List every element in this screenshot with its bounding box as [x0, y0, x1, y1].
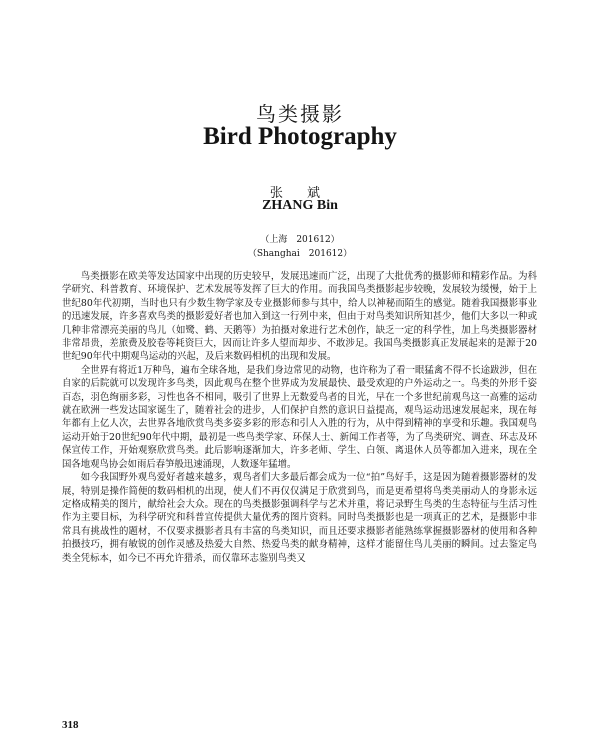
- article-title-english: Bird Photography: [203, 123, 397, 150]
- article-title-chinese: 鸟类摄影: [256, 102, 344, 126]
- affiliation-english: （Shanghai 201612）: [247, 249, 353, 259]
- author-name-english: ZHANG Bin: [262, 198, 338, 213]
- page-number: 318: [62, 719, 79, 731]
- body-paragraph-1: 鸟类摄影在欧美等发达国家中出现的历史较早，发展迅速而广泛，出现了大批优秀的摄影师和精彩作品。为科学研究、科普教育、环境保护、艺术发展等发挥了巨大的作用。而我国鸟类摄影起步较晚，发展较为缓慢，始于上世纪80年代初期，当时也只有少数生物学家及专业摄影师参与其中，给人以神秘而陌生的感觉。随着我国摄影事业的迅速发展，许多喜欢鸟类的摄影爱好者也加入到这一行列中来，但由于对鸟类知识所知甚少，他们大多以一种或几种非常漂亮美丽的鸟儿（如鹭、鹤、天鹅等）为拍摄对象进行艺术创作，缺乏一定的科学性，加上鸟类摄影器材非常昂贵，差旅费及胶卷等耗资巨大，因而让许多人望而却步、不敢涉足。我国鸟类摄影真正发展起来的是源于20世纪90年代中期观鸟运动的兴起，及后来数码相机的出现和发展。: [62, 271, 537, 363]
- body-paragraph-3: 如今我国野外观鸟爱好者越来越多，观鸟者们大多最后都会成为一位“拍”鸟好手，这是因为随着摄影器材的发展，特别是操作简便的数码相机的出现，使人们不再仅仅满足于欣赏到鸟，而是更希望将鸟类美丽动人的身影永远定格成精美的图片，献给社会大众。现在的鸟类摄影强调科学与艺术并重，将记录野生鸟类的生态特征与生活习性作为主要目标，为科学研究和科普宣传提供大量优秀的图片资料。同时鸟类摄影也是一项真正的艺术，是摄影中非常具有挑战性的题材，不仅要求摄影者具有丰富的鸟类知识，而且还要求摄影者能熟练掌握摄影器材的使用和各种拍摄技巧，拥有敏锐的创作灵感及热爱大自然、热爱鸟类的献身精神，这样才能留住鸟儿美丽的瞬间。过去鉴定鸟类全凭标本，如今已不再允许猎杀，而仅靠环志鉴别鸟类又: [62, 472, 537, 564]
- article-body: [62, 270, 537, 565]
- body-paragraph-2: 全世界有将近1万种鸟，遍布全球各地，是我们身边常见的动物，也许称为了看一眼猛禽不得不长途跋涉，但在自家的后院就可以发现许多鸟类，因此观鸟在整个世界成为发展最快、最受欢迎的户外运动之一。鸟类的外形千姿百态，羽色绚丽多彩，习性也各不相同，吸引了世界上无数爱鸟者的目光，早在一个多世纪前观鸟这一高雅的运动就在欧洲一些发达国家诞生了，随着社会的进步，人们保护自然的意识日益提高，观鸟运动迅速发展起来，现在每年都有上亿人次，去世界各地欣赏鸟类多姿多彩的形态和引人入胜的行为，从中得到精神的享受和乐趣。我国观鸟运动开始于20世纪90年代中期，最初是一些鸟类学家、环保人士、新闻工作者等，为了鸟类研究、调查、环志及环保宣传工作，开始观察欣赏鸟类。此后影响逐渐加大，许多老师、学生、白领、离退休人员等都加入进来，现在全国各地观鸟协会如雨后春笋般迅速涌现，人数逐年猛增。: [62, 364, 537, 470]
- author-name-chinese: 张 斌: [269, 186, 331, 201]
- affiliation-chinese: （上海 201612）: [260, 235, 340, 245]
